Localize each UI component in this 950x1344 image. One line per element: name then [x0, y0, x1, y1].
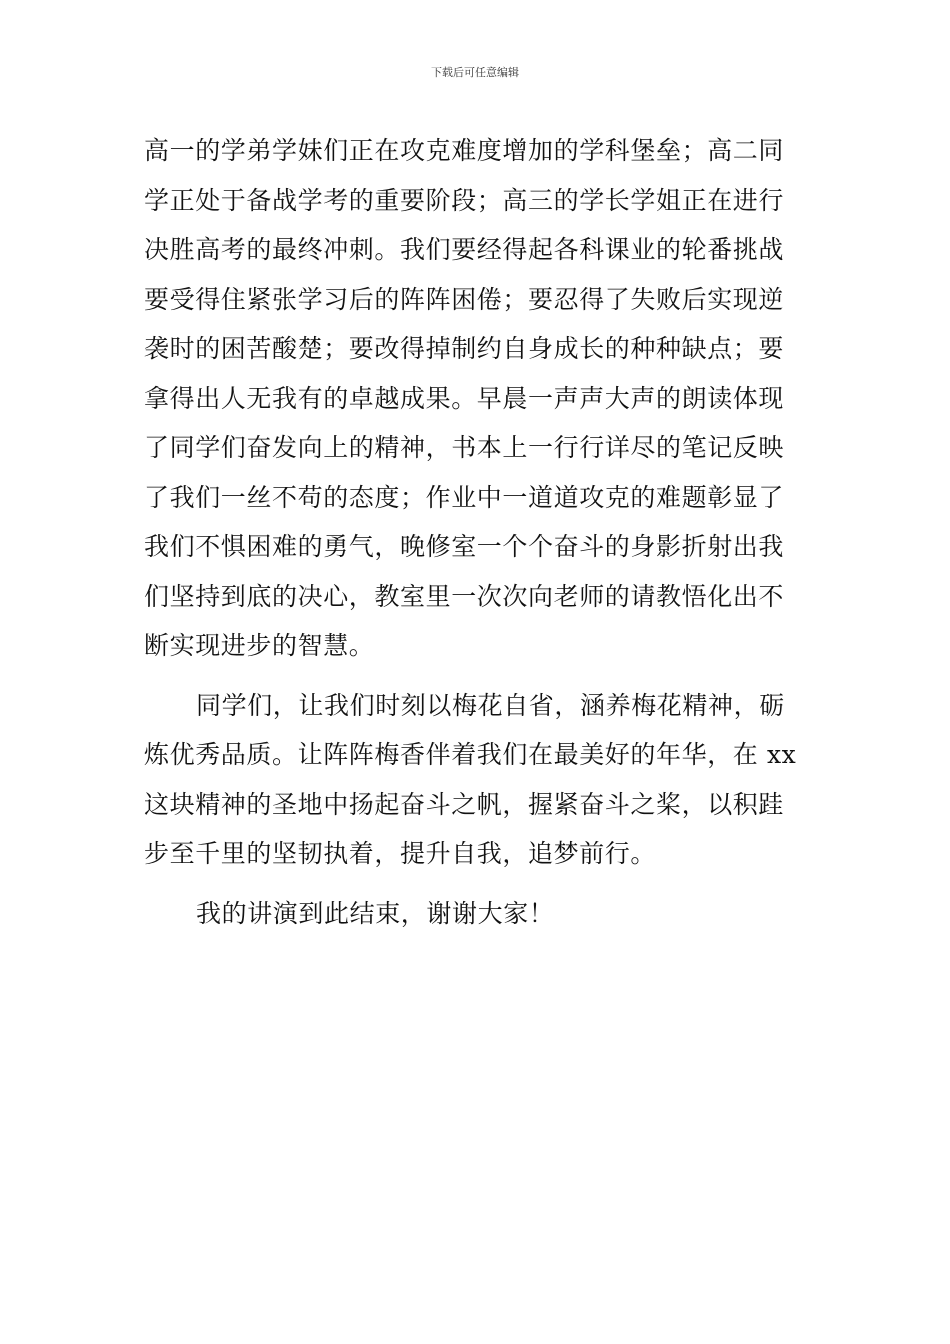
document-body [144, 126, 808, 938]
text-line: 要受得住紧张学习后的阵阵困倦；要忍得了失败后实现逆 [144, 284, 785, 314]
text-line: 这块精神的圣地中扬起奋斗之帆，握紧奋斗之桨，以积跬 [144, 789, 785, 819]
text-line: 我们不惧困难的勇气，晚修室一个个奋斗的身影折射出我 [144, 532, 785, 561]
page-header: 下载后可任意编辑 [431, 66, 519, 79]
text-line: 们坚持到底的决心，教室里一次次向老师的请教悟化出不 [144, 581, 785, 611]
paragraph-spacer [144, 879, 808, 889]
text-line: 了同学们奋发向上的精神，书本上一行行详尽的笔记反映 [144, 433, 785, 462]
text-line: 断实现进步的智慧。 [144, 631, 375, 660]
text-line: 决胜高考的最终冲刺。我们要经得起各科课业的轮番挑战 [144, 235, 785, 264]
paragraph-3 [144, 889, 808, 939]
text-line: 炼优秀品质。让阵阵梅香伴着我们在最美好的年华，在 xx [144, 740, 797, 769]
text-line: 袭时的困苦酸楚；要改得掉制约自身成长的种种缺点；要 [144, 334, 785, 363]
text-line: 了我们一丝不苟的态度；作业中一道道攻克的难题彰显了 [144, 482, 785, 512]
text-line: 高一的学弟学妹们正在攻克难度增加的学科堡垒；高二同 [144, 136, 785, 165]
text-line: 我的讲演到此结束，谢谢大家！ [196, 898, 555, 928]
text-line: 拿得出人无我有的卓越成果。早晨一声声大声的朗读体现 [144, 383, 785, 413]
text-line: 同学们，让我们时刻以梅花自省，涵养梅花精神，砺 [196, 690, 785, 720]
text-line: 学正处于备战学考的重要阶段；高三的学长学姐正在进行 [144, 185, 785, 215]
paragraph-2 [144, 681, 808, 879]
paragraph-1 [144, 126, 808, 671]
paragraph-spacer [144, 671, 808, 681]
text-line: 步至千里的坚韧执着，提升自我，追梦前行。 [144, 839, 657, 868]
